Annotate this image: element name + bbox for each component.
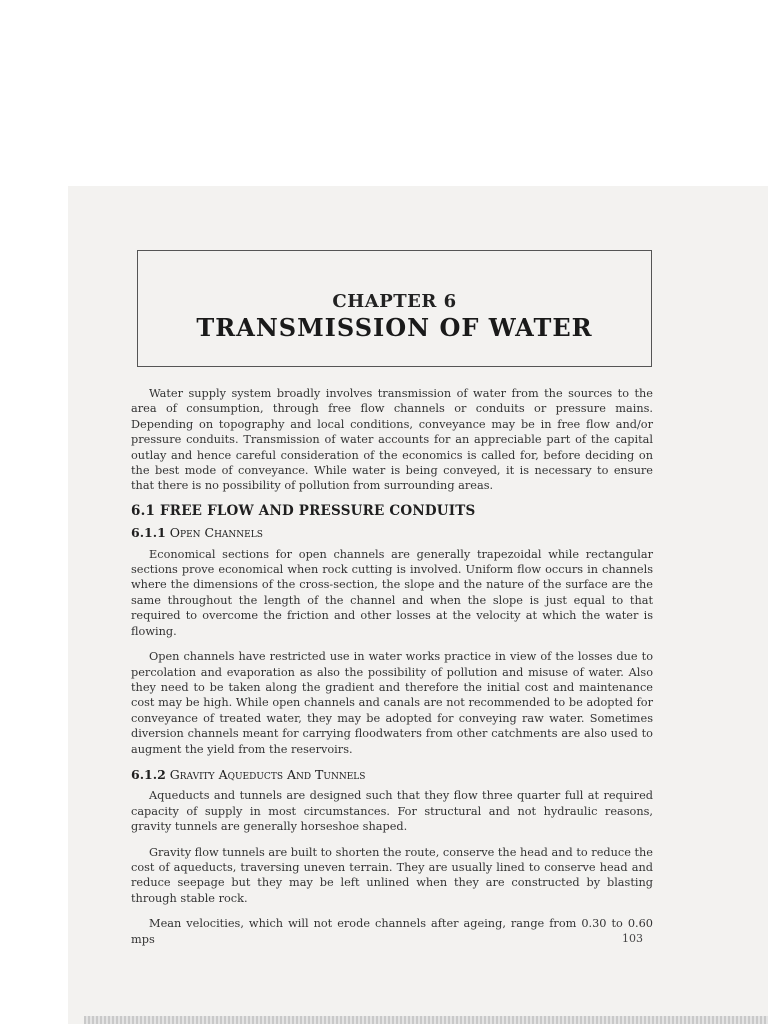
paragraph: Mean velocities, which will not erode channels after ageing, range from 0.30 to 0.60 mps <box>131 917 653 946</box>
chapter-title: TRANSMISSION OF WATER <box>196 313 593 342</box>
paragraph: Open channels have restricted use in water works practice in view of the losses due to percolation and evaporation as also the possibility of pollution and misuse of water. Also they need to be taken along the gradient and therefore the initial cost and maintenance cost may be high. While open channels and canals are not recommended to be adopted for conveyance of treated water, they may be adopted for conveying raw water. Sometimes diversion channels meant for carrying floodwaters from other catchments are also used to augment the yield from the reservoirs. <box>131 650 653 756</box>
subsection-heading-6-1-2 <box>131 767 653 782</box>
paragraph: Economical sections for open channels are generally trapezoidal while rectangular sections prove economical when rock cutting is involved. Uniform flow occurs in channels where the dimensions of the cross-section, the slope and the nature of the surface are the same throughout the length of the channel and when the slope is just equal to that required to overcome the friction and other losses at the velocity at which the water is flowing. <box>131 547 653 638</box>
chapter-label: CHAPTER 6 <box>332 291 457 312</box>
subsection-title: Gravity Aqueducts And Tunnels <box>169 766 366 782</box>
section-heading-6-1: 6.1 FREE FLOW AND PRESSURE CONDUITS <box>131 502 476 519</box>
chapter-heading-box <box>137 250 652 367</box>
chapter-body <box>131 386 653 957</box>
subsection-number: 6.1.1 <box>131 525 166 541</box>
subsection-title: Open Channels <box>169 525 263 541</box>
intro-paragraph: Water supply system broadly involves transmission of water from the sources to the area of consumption, through free flow channels or conduits or pressure mains. Depending on topography and local conditions, conveyance may be in free flow and/or pressure conduits. Transmission of water accounts for an appreciable part of the capital outlay and hence careful consideration of the economics is called for, before deciding on the best mode of conveyance. While water is being conveyed, it is necessary to ensure that there is no possibility of pollution from surrounding areas. <box>131 387 653 493</box>
paragraph: Gravity flow tunnels are built to shorten the route, conserve the head and to reduce the cost of aqueducts, traversing uneven terrain. They are usually lined to conserve head and reduce seepage but they may be left unlined when they are constructed by blasting through stable rock. <box>131 845 653 905</box>
paragraph: Aqueducts and tunnels are designed such that they flow three quarter full at required capacity of supply in most circumstances. For structural and not hydraulic reasons, gravity tunnels are generally horseshoe shaped. <box>131 789 653 834</box>
page-number: 103 <box>622 932 643 945</box>
subsection-heading-6-1-1 <box>131 525 653 540</box>
scan-edge-band <box>84 1016 768 1024</box>
subsection-number: 6.1.2 <box>131 766 166 782</box>
